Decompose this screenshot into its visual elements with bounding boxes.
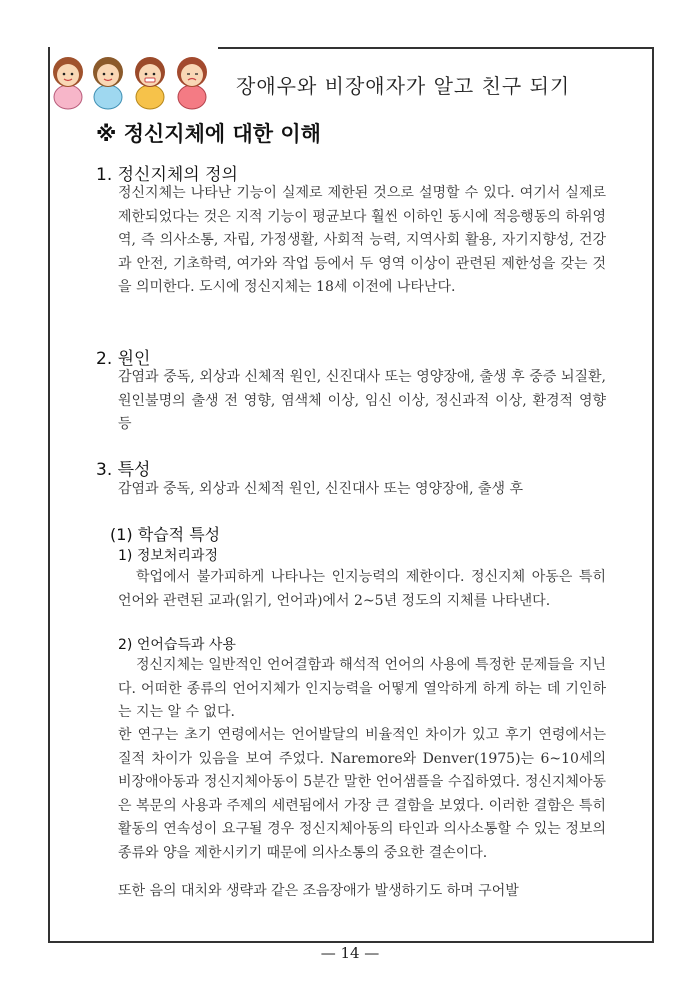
section-text-characteristics: 감염과 중독, 외상과 신체적 원인, 신진대사 또는 영양장애, 출생 후 xyxy=(118,481,524,497)
header-title: 장애우와 비장애자가 알고 친구 되기 xyxy=(236,74,571,98)
item-text-language-3: 또한 음의 대치와 생략과 같은 조음장애가 발생하기도 하며 구어발 xyxy=(118,883,519,899)
item-heading-language: 2) 언어습득과 사용 xyxy=(118,637,236,653)
item-text-language-2: 한 연구는 초기 연령에서는 언어발달의 비율적인 차이가 있고 후기 연령에서는 질적 차이가 있음을 보여 주었다. Naremore와 Denver(1975)는 6~10세의 비장애아동과 정신지체아동이 5분간 말한 언어샘플을 수집하였다. 정신지체아동은 복문의 사용과 주제의 세련됨에서 가장 큰 결함을 보였다. 이러한 결함은 특히 활동의 연속성이 요구될 경우 정신지체아동의 타인과 의사소통할 수 있는 정보의 종류와 양을 제한시키기 때문에 의사소통의 중요한 결손이다. xyxy=(118,727,606,861)
section-text-definition: 정신지체는 나타난 기능이 실제로 제한된 것으로 설명할 수 있다. 여기서 실제로 제한되었다는 것은 지적 기능이 평균보다 훨씬 이하인 동시에 적응행동의 하위영역, 즉 의사소통, 자립, 가정생활, 사회적 능력, 지역사회 활용, 자기지향성, 건강과 안전, 기초학력, 여가와 작업 등에서 두 영역 이상이 관련된 제한성을 갖는 것을 의미한다. 도시에 정신지체는 18세 이전에 나타난다. xyxy=(118,185,606,295)
page-number: — 14 — xyxy=(320,944,380,962)
section-title: ※ 정신지체에 대한 이해 xyxy=(96,122,321,146)
item-text-information-processing: 학업에서 불가피하게 나타나는 인지능력의 제한이다. 정신지체 아동은 특히 언어와 관련된 교과(읽기, 언어과)에서 2~5년 정도의 지체를 나타낸다. xyxy=(118,569,606,609)
kid-3-icon xyxy=(135,57,165,109)
item-text-language-1: 정신지체는 일반적인 언어결함과 해석적 언어의 사용에 특정한 문제들을 지닌다. 어떠한 종류의 언어지체가 인지능력을 어떻게 열악하게 하게 하는 데 기인하는 지는 알 수 없다. xyxy=(118,657,606,720)
subsection-heading-learning: (1) 학습적 특성 xyxy=(110,525,221,544)
item-heading-information-processing: 1) 정보처리과정 xyxy=(118,548,218,564)
kid-2-icon xyxy=(93,57,123,109)
section-heading-definition: 1. 정신지체의 정의 xyxy=(96,165,238,185)
section-text-cause: 감염과 중독, 외상과 신체적 원인, 신진대사 또는 영양장애, 출생 후 중증 뇌질환, 원인불명의 출생 전 영향, 염색체 이상, 임신 이상, 정신과적 이상, 환경적 영향 등 xyxy=(118,369,606,432)
mascot-group xyxy=(46,50,216,110)
kid-4-icon xyxy=(177,57,207,109)
section-heading-characteristics: 3. 특성 xyxy=(96,460,151,480)
section-heading-cause: 2. 원인 xyxy=(96,349,151,369)
kid-1-icon xyxy=(53,57,83,109)
header-rule xyxy=(218,47,654,49)
